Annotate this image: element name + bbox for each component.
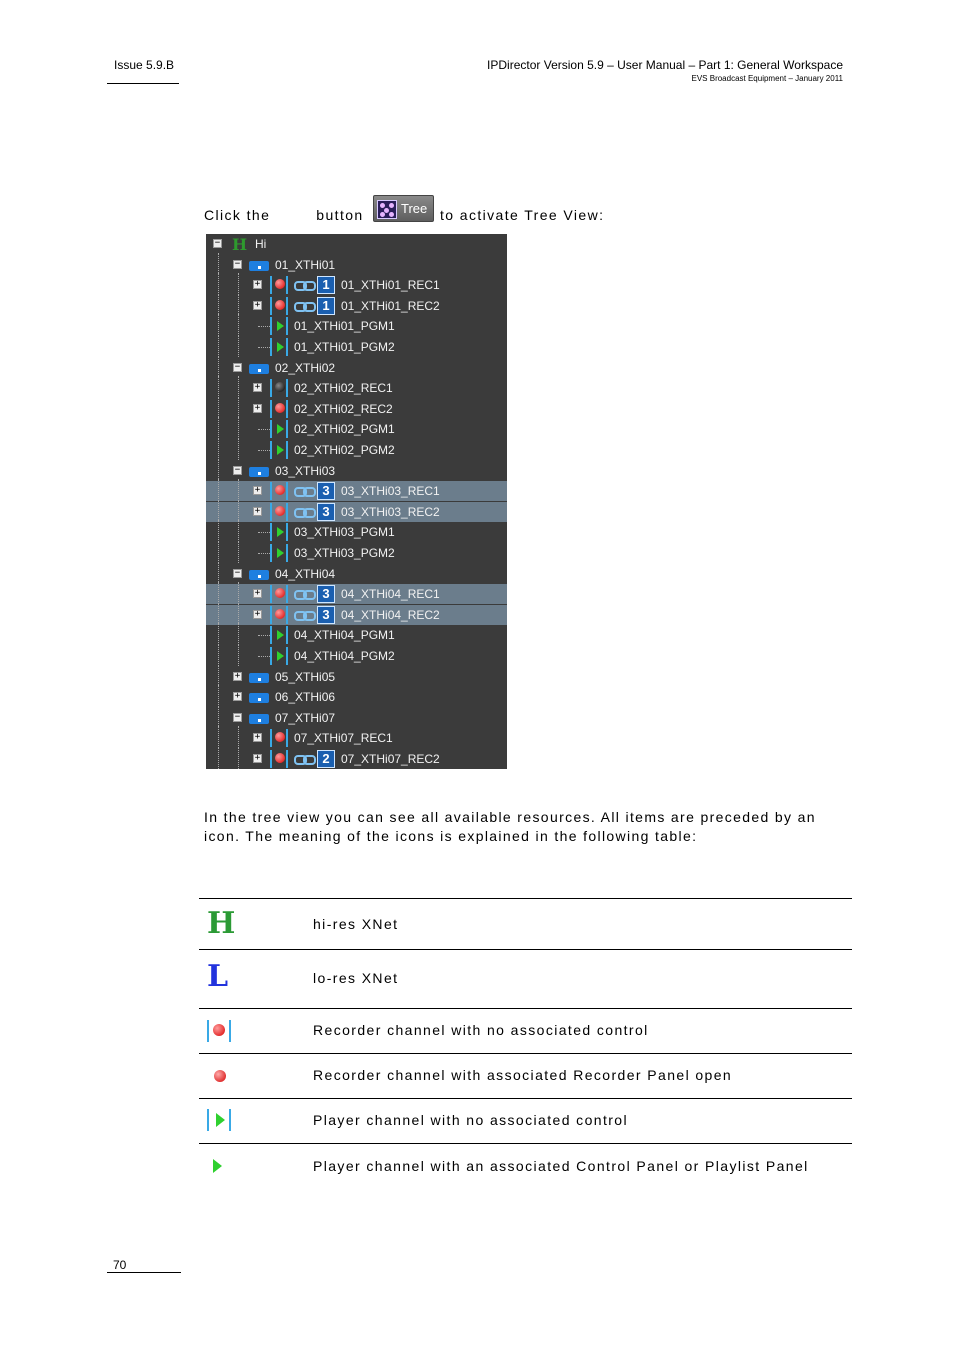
tree-row[interactable] bbox=[206, 419, 507, 439]
legend-row bbox=[199, 949, 852, 1008]
server-icon bbox=[249, 673, 269, 683]
tree-view-panel[interactable] bbox=[206, 234, 507, 769]
hi-res-icon: H bbox=[207, 906, 236, 941]
player-bracket-icon bbox=[270, 420, 288, 438]
legend-text: Recorder channel with associated Recorder Panel open bbox=[313, 1067, 733, 1083]
tree-row[interactable] bbox=[206, 358, 507, 378]
tree-connector bbox=[218, 459, 219, 481]
control-number-badge: 3 bbox=[317, 503, 335, 521]
tree-row-label: 01_XTHi01_PGM1 bbox=[294, 319, 395, 333]
recorder-bracket-icon bbox=[270, 297, 288, 315]
tree-connector bbox=[218, 623, 219, 645]
expand-icon[interactable]: + bbox=[234, 691, 241, 701]
intro-part1: Click the bbox=[204, 207, 271, 223]
expand-icon[interactable]: + bbox=[254, 609, 261, 619]
tree-view-icon bbox=[377, 200, 397, 219]
tree-connector bbox=[238, 582, 239, 604]
legend-row bbox=[199, 1098, 852, 1143]
tree-row[interactable] bbox=[206, 502, 507, 522]
tree-connector bbox=[238, 335, 239, 357]
control-number-badge: 3 bbox=[317, 606, 335, 624]
tree-row[interactable] bbox=[206, 461, 507, 481]
tree-connector bbox=[238, 397, 239, 419]
expand-icon[interactable]: + bbox=[254, 300, 261, 310]
tree-connector bbox=[258, 656, 270, 657]
tree-row-label: 01_XTHi01_REC1 bbox=[341, 278, 440, 292]
legend-text: Player channel with an associated Control Panel or Playlist Panel bbox=[313, 1158, 809, 1174]
tree-row[interactable] bbox=[206, 728, 507, 748]
legend-row bbox=[199, 1053, 852, 1098]
tree-row[interactable] bbox=[206, 481, 507, 501]
footer-rule bbox=[107, 1272, 181, 1273]
collapse-icon[interactable]: − bbox=[234, 259, 241, 269]
tree-connector bbox=[238, 644, 239, 666]
legend-text: Recorder channel with no associated control bbox=[313, 1022, 649, 1038]
tree-row-label: 04_XTHi04_REC2 bbox=[341, 608, 440, 622]
link-icon bbox=[294, 280, 314, 290]
collapse-icon[interactable]: − bbox=[234, 568, 241, 578]
recorder-bracket-icon bbox=[270, 729, 288, 747]
tree-row-label: 03_XTHi03_REC1 bbox=[341, 484, 440, 498]
lo-res-icon: L bbox=[207, 959, 229, 994]
tree-connector bbox=[218, 500, 219, 522]
collapse-icon[interactable]: − bbox=[214, 238, 221, 248]
tree-connector bbox=[218, 562, 219, 584]
intro-part2: button bbox=[316, 207, 364, 223]
tree-row[interactable] bbox=[206, 667, 507, 687]
tree-row[interactable] bbox=[206, 646, 507, 666]
tree-connector bbox=[238, 747, 239, 769]
tree-row[interactable] bbox=[206, 378, 507, 398]
tree-row-label: 01_XTHi01_REC2 bbox=[341, 299, 440, 313]
recorder-bracket-icon bbox=[270, 585, 288, 603]
link-icon bbox=[294, 486, 314, 496]
player-bracket-icon bbox=[270, 441, 288, 459]
header-issue: Issue 5.9.B bbox=[114, 58, 175, 72]
recorder-bracket-icon bbox=[207, 1020, 231, 1042]
player-bracket-icon bbox=[270, 544, 288, 562]
player-bracket-icon bbox=[270, 317, 288, 335]
expand-icon[interactable]: + bbox=[254, 732, 261, 742]
expand-icon[interactable]: + bbox=[234, 671, 241, 681]
tree-row-label: 03_XTHi03_REC2 bbox=[341, 505, 440, 519]
tree-row-label: 01_XTHi01 bbox=[275, 258, 336, 272]
player-bracket-icon bbox=[270, 626, 288, 644]
tree-row[interactable] bbox=[206, 255, 507, 275]
tree-row-label: 03_XTHi03_PGM2 bbox=[294, 546, 395, 560]
tree-connector bbox=[218, 314, 219, 336]
tree-row-label: 02_XTHi02_REC2 bbox=[294, 402, 393, 416]
player-bracket-icon bbox=[207, 1109, 231, 1131]
tree-connector bbox=[238, 438, 239, 460]
tree-connector bbox=[258, 553, 270, 554]
tree-connector bbox=[238, 603, 239, 625]
expand-icon[interactable]: + bbox=[254, 753, 261, 763]
tree-row[interactable] bbox=[206, 522, 507, 542]
player-bracket-icon bbox=[270, 338, 288, 356]
tree-row-label: 04_XTHi04_REC1 bbox=[341, 587, 440, 601]
control-number-badge: 2 bbox=[317, 750, 335, 768]
tree-row[interactable] bbox=[206, 337, 507, 357]
recorder-idle-icon bbox=[270, 379, 288, 397]
server-icon bbox=[249, 364, 269, 374]
tree-connector bbox=[218, 253, 219, 275]
tree-connector bbox=[218, 273, 219, 295]
tree-button-label: Tree bbox=[401, 201, 428, 216]
player-bracket-icon bbox=[270, 647, 288, 665]
server-icon bbox=[249, 467, 269, 477]
expand-icon[interactable]: + bbox=[254, 382, 261, 392]
tree-row[interactable] bbox=[206, 564, 507, 584]
tree-connector bbox=[218, 438, 219, 460]
control-number-badge: 3 bbox=[317, 482, 335, 500]
recorder-bracket-icon bbox=[270, 503, 288, 521]
control-number-badge: 1 bbox=[317, 297, 335, 315]
collapse-icon[interactable]: − bbox=[234, 465, 241, 475]
recorder-bracket-icon bbox=[270, 276, 288, 294]
tree-row-label: 07_XTHi07 bbox=[275, 711, 336, 725]
hi-res-icon: H bbox=[232, 235, 248, 254]
tree-row[interactable] bbox=[206, 316, 507, 336]
tree-row-label: 02_XTHi02_PGM2 bbox=[294, 443, 395, 457]
expand-icon[interactable]: + bbox=[254, 485, 261, 495]
tree-row-label: 03_XTHi03 bbox=[275, 464, 336, 478]
recorder-bracket-icon bbox=[270, 750, 288, 768]
tree-row-label: 04_XTHi04_PGM1 bbox=[294, 628, 395, 642]
tree-connector bbox=[238, 294, 239, 316]
tree-row[interactable] bbox=[206, 296, 507, 316]
tree-row-label: 02_XTHi02 bbox=[275, 361, 336, 375]
tree-connector bbox=[218, 603, 219, 625]
tree-row-label: 01_XTHi01_PGM2 bbox=[294, 340, 395, 354]
tree-connector bbox=[218, 747, 219, 769]
tree-row[interactable] bbox=[206, 584, 507, 604]
expand-icon[interactable]: + bbox=[254, 403, 261, 413]
recorder-bracket-icon bbox=[270, 606, 288, 624]
tree-button[interactable] bbox=[373, 195, 434, 222]
legend-text: Player channel with no associated control bbox=[313, 1112, 628, 1128]
link-icon bbox=[294, 507, 314, 517]
header-rule bbox=[107, 83, 179, 84]
tree-root[interactable] bbox=[206, 234, 507, 254]
link-icon bbox=[294, 610, 314, 620]
intro-text-end: to activate Tree View: bbox=[440, 207, 605, 223]
tree-row-label: 03_XTHi03_PGM1 bbox=[294, 525, 395, 539]
control-number-badge: 3 bbox=[317, 585, 335, 603]
control-number-badge: 1 bbox=[317, 276, 335, 294]
server-icon bbox=[249, 714, 269, 724]
legend-row bbox=[199, 898, 852, 949]
tree-connector bbox=[218, 356, 219, 378]
intro-text bbox=[204, 207, 364, 223]
expand-icon[interactable]: + bbox=[254, 279, 261, 289]
tree-connector bbox=[218, 397, 219, 419]
tree-connector bbox=[218, 644, 219, 666]
tree-connector bbox=[218, 417, 219, 439]
tree-connector bbox=[258, 532, 270, 533]
tree-row[interactable] bbox=[206, 687, 507, 707]
tree-row-label: 02_XTHi02_PGM1 bbox=[294, 422, 395, 436]
tree-connector bbox=[238, 726, 239, 748]
tree-connector bbox=[218, 726, 219, 748]
icon-legend-table bbox=[199, 898, 852, 1188]
server-icon bbox=[249, 570, 269, 580]
tree-row[interactable] bbox=[206, 625, 507, 645]
tree-connector bbox=[258, 429, 270, 430]
expand-icon[interactable]: + bbox=[254, 506, 261, 516]
tree-connector bbox=[218, 479, 219, 501]
tree-row-label: 04_XTHi04_PGM2 bbox=[294, 649, 395, 663]
tree-connector bbox=[258, 326, 270, 327]
tree-connector bbox=[238, 500, 239, 522]
page-number: 70 bbox=[113, 1258, 127, 1272]
tree-connector bbox=[218, 685, 219, 707]
expand-icon[interactable]: + bbox=[254, 588, 261, 598]
link-icon bbox=[294, 589, 314, 599]
tree-row[interactable] bbox=[206, 440, 507, 460]
legend-text: hi-res XNet bbox=[313, 916, 399, 932]
tree-connector bbox=[218, 665, 219, 687]
tree-root-label: Hi bbox=[255, 237, 267, 251]
tree-connector bbox=[218, 294, 219, 316]
server-icon bbox=[249, 261, 269, 271]
tree-row-label: 02_XTHi02_REC1 bbox=[294, 381, 393, 395]
tree-connector bbox=[258, 347, 270, 348]
tree-row[interactable] bbox=[206, 543, 507, 563]
recorder-icon bbox=[214, 1070, 226, 1082]
player-icon bbox=[213, 1159, 222, 1173]
tree-row[interactable] bbox=[206, 749, 507, 769]
legend-row bbox=[199, 1143, 852, 1188]
tree-row-label: 05_XTHi05 bbox=[275, 670, 336, 684]
tree-connector bbox=[218, 335, 219, 357]
tree-connector bbox=[218, 582, 219, 604]
tree-connector bbox=[238, 479, 239, 501]
tree-connector bbox=[218, 520, 219, 542]
tree-row[interactable] bbox=[206, 708, 507, 728]
tree-row-label: 04_XTHi04 bbox=[275, 567, 336, 581]
recorder-bracket-icon bbox=[270, 400, 288, 418]
tree-connector bbox=[238, 273, 239, 295]
server-icon bbox=[249, 693, 269, 703]
tree-row[interactable] bbox=[206, 605, 507, 625]
tree-connector bbox=[258, 450, 270, 451]
tree-row-label: 07_XTHi07_REC2 bbox=[341, 752, 440, 766]
tree-connector bbox=[218, 706, 219, 728]
tree-connector bbox=[238, 417, 239, 439]
tree-connector bbox=[238, 541, 239, 563]
header-subtitle: EVS Broadcast Equipment – January 2011 bbox=[691, 74, 843, 83]
tree-row-label: 07_XTHi07_REC1 bbox=[294, 731, 393, 745]
link-icon bbox=[294, 754, 314, 764]
link-icon bbox=[294, 301, 314, 311]
tree-connector bbox=[218, 541, 219, 563]
tree-connector bbox=[238, 376, 239, 398]
tree-connector bbox=[238, 314, 239, 336]
player-bracket-icon bbox=[270, 523, 288, 541]
legend-text: lo-res XNet bbox=[313, 970, 399, 986]
tree-row-label: 06_XTHi06 bbox=[275, 690, 336, 704]
tree-row[interactable] bbox=[206, 275, 507, 295]
legend-row bbox=[199, 1008, 852, 1053]
tree-row[interactable] bbox=[206, 399, 507, 419]
tree-connector bbox=[218, 376, 219, 398]
collapse-icon[interactable]: − bbox=[234, 712, 241, 722]
recorder-bracket-icon bbox=[270, 482, 288, 500]
tree-connector bbox=[238, 623, 239, 645]
description-paragraph: In the tree view you can see all available resources. All items are preceded by an icon. The meaning of the icons is explained in the following table: bbox=[204, 809, 816, 844]
header-title: IPDirector Version 5.9 – User Manual – Part 1: General Workspace bbox=[487, 58, 843, 72]
collapse-icon[interactable]: − bbox=[234, 362, 241, 372]
tree-connector bbox=[258, 635, 270, 636]
tree-connector bbox=[238, 520, 239, 542]
